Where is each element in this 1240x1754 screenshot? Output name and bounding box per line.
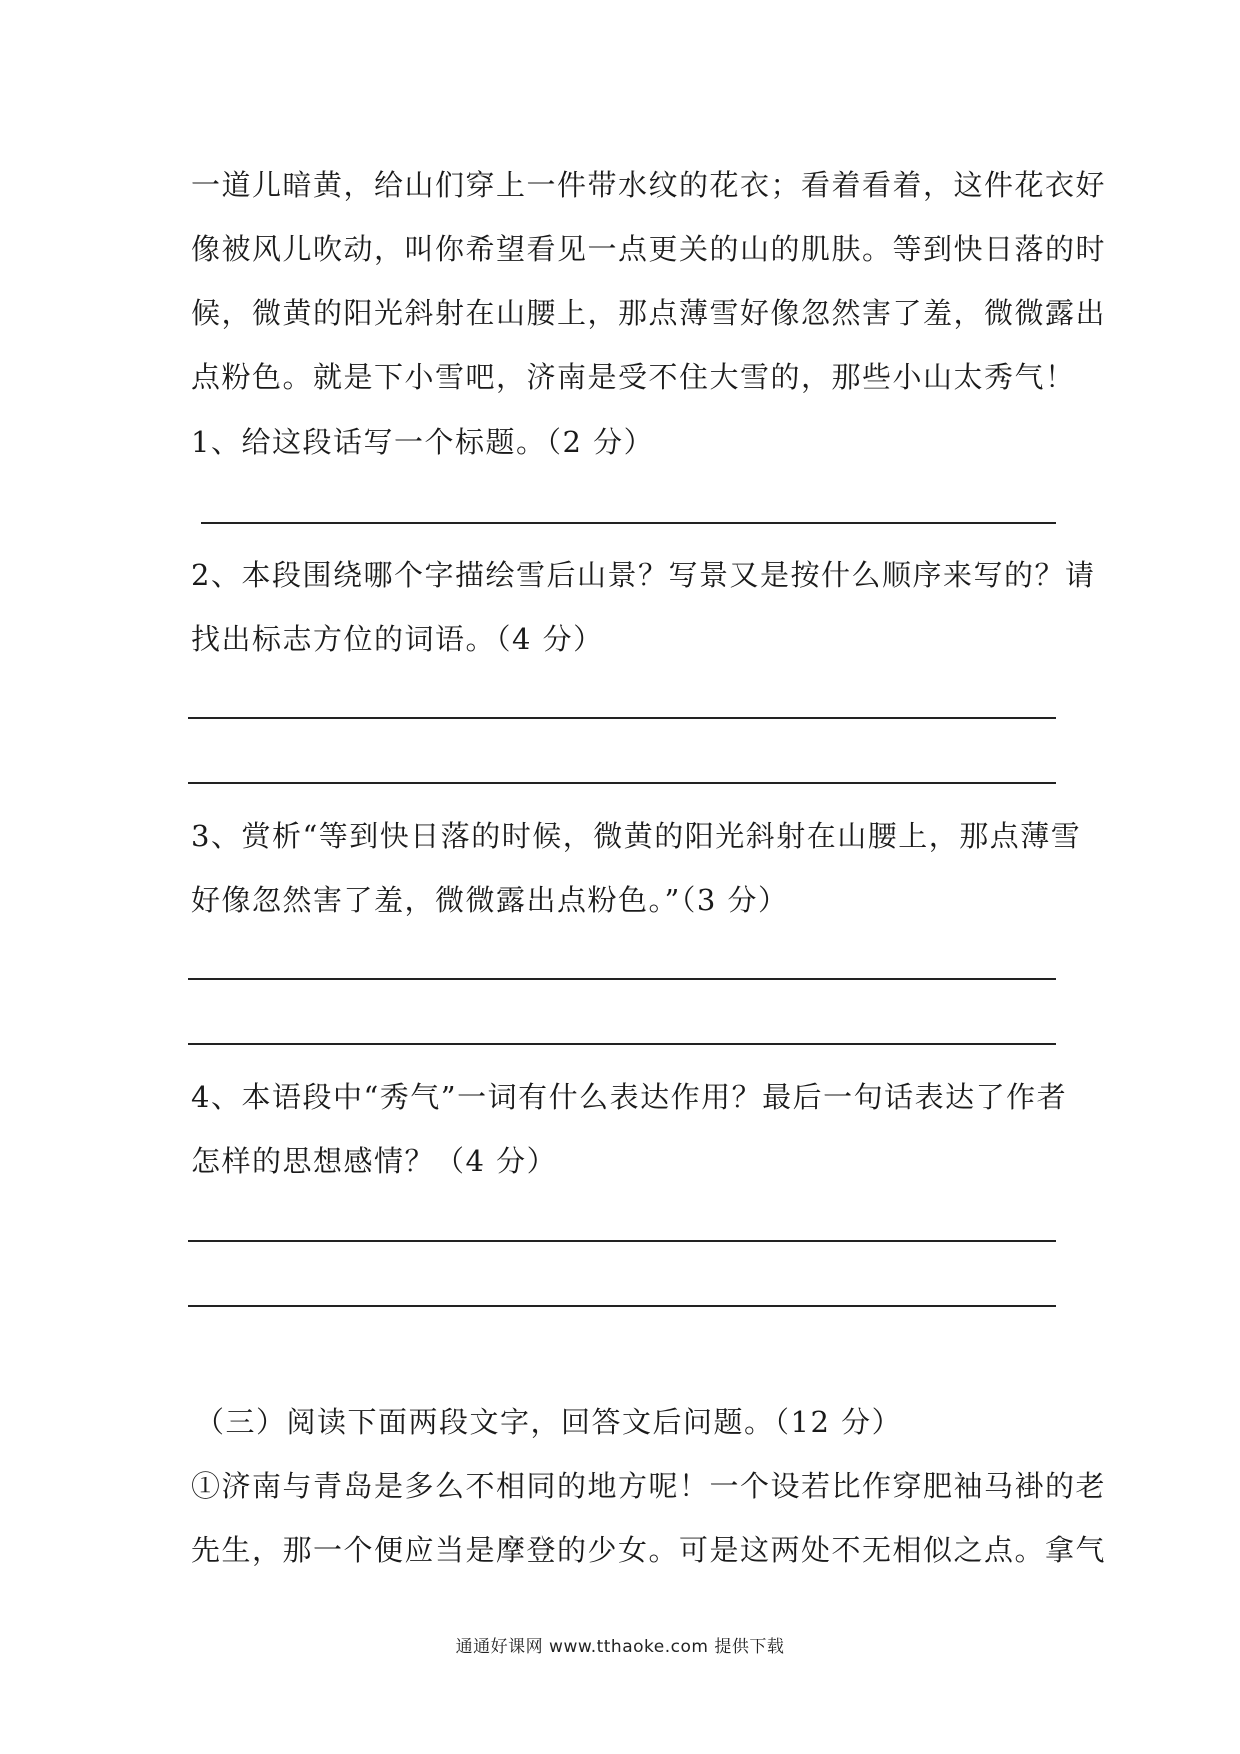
passage-line: 点粉色。就是下小雪吧，济南是受不住大雪的，那些小山太秀气！	[191, 360, 1076, 394]
passage-line: 一道儿暗黄，给山们穿上一件带水纹的花衣；看着看着，这件花衣好	[191, 168, 1107, 202]
question-1-text: 1、给这段话写一个标题。（2 分）	[191, 425, 655, 459]
answer-line[interactable]	[188, 782, 1056, 784]
question-3-text: 3、赏析“等到快日落的时候，微黄的阳光斜射在山腰上，那点薄雪	[191, 819, 1082, 853]
question-4-text: 怎样的思想感情？（4 分）	[191, 1144, 558, 1178]
passage-line: 像被风儿吹动，叫你希望看见一点更关的山的肌肤。等到快日落的时	[191, 232, 1107, 266]
answer-line[interactable]	[188, 1240, 1056, 1242]
page-footer: 通通好课网 www.tthaoke.com 提供下载	[455, 1637, 785, 1657]
question-3-text: 好像忽然害了羞，微微露出点粉色。”（3 分）	[191, 883, 789, 917]
question-2-text: 找出标志方位的词语。（4 分）	[191, 622, 604, 656]
answer-line[interactable]	[188, 1305, 1056, 1307]
question-4-text: 4、本语段中“秀气”一词有什么表达作用？最后一句话表达了作者	[191, 1080, 1068, 1114]
answer-line[interactable]	[188, 1043, 1056, 1045]
answer-line[interactable]	[201, 522, 1056, 524]
question-2-text: 2、本段围绕哪个字描绘雪后山景？写景又是按什么顺序来写的？请	[191, 558, 1096, 592]
answer-line[interactable]	[188, 978, 1056, 980]
answer-line[interactable]	[188, 717, 1056, 719]
section-3-heading: （三）阅读下面两段文字，回答文后问题。（12 分）	[195, 1405, 903, 1439]
passage-line: 候，微黄的阳光斜射在山腰上，那点薄雪好像忽然害了羞，微微露出	[191, 296, 1107, 330]
section-3-line: 先生，那一个便应当是摩登的少女。可是这两处不无相似之点。拿气	[191, 1533, 1107, 1567]
section-3-line: ①济南与青岛是多么不相同的地方呢！一个设若比作穿肥袖马褂的老	[191, 1469, 1107, 1503]
